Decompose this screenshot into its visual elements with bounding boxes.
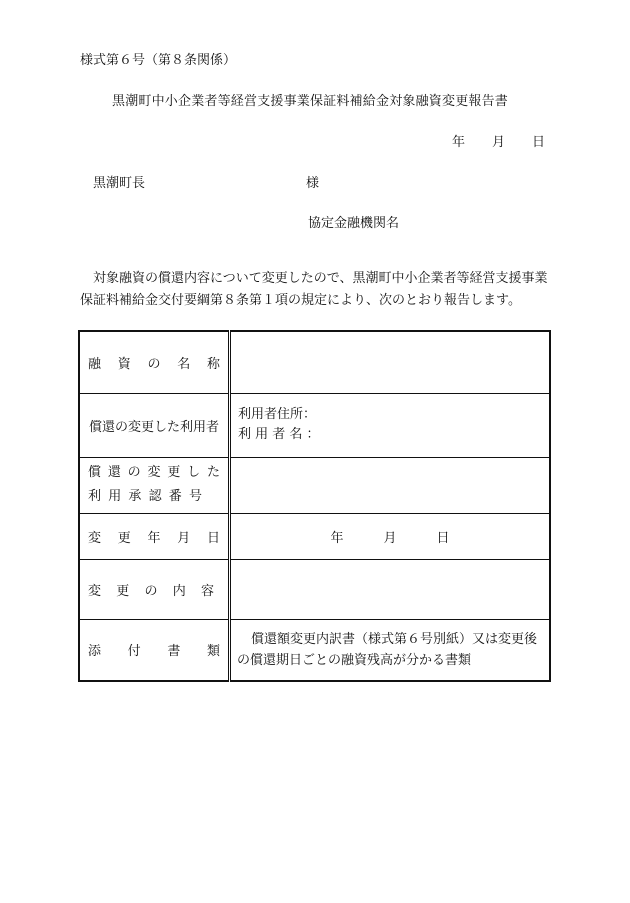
form-number: 様式第６号（第８条関係） (80, 53, 237, 68)
user-name-label: 利 用 者 名 ： (238, 427, 320, 442)
changed-user-label: 償還の変更した利用者 (88, 419, 219, 435)
attachments-text: 償還額変更内訳書（様式第６号別紙）又は変更後の償還期日ごとの融資残高が分かる書類 (237, 631, 538, 668)
changed-user-value[interactable] (230, 393, 551, 457)
addressee-mayor: 黒潮町長 (93, 176, 146, 191)
change-date-value[interactable] (230, 513, 551, 559)
loan-name-value[interactable] (230, 331, 551, 393)
row-loan-name (79, 331, 550, 393)
change-date-label: 変 更 年 月 日 (79, 513, 230, 559)
bank-name-label: 協定金融機関名 (308, 216, 400, 231)
user-address-label: 利用者住所： (238, 407, 317, 422)
row-change-content (79, 559, 550, 619)
change-year-label: 年 (330, 530, 344, 546)
attachments-label: 添 付 書 類 (79, 619, 230, 681)
row-changed-user (79, 393, 550, 457)
approval-number-label: 償 還 の 変 更 し た 利 用 承 認 番 号 (79, 457, 230, 513)
change-day-label: 日 (436, 530, 450, 546)
approval-number-value[interactable] (230, 457, 551, 513)
changed-user-label-cell (79, 393, 230, 457)
report-year-label: 年 (452, 135, 466, 150)
report-table (78, 330, 551, 682)
row-attachments (79, 619, 550, 681)
intro-paragraph: 対象融資の償還内容について変更したので、黒潮町中小企業者等経営支援事業保証料補給金交付要綱第８条第１項の規定により、次のとおり報告します。 (80, 271, 548, 308)
addressee-honorific: 様 (306, 176, 320, 191)
row-change-date (79, 513, 550, 559)
change-content-label: 変 更 の 内 容 (79, 559, 230, 619)
change-month-label: 月 (383, 530, 397, 546)
report-day-label: 日 (532, 135, 546, 150)
attachments-value (230, 619, 551, 681)
report-month-label: 月 (492, 135, 506, 150)
loan-name-label: 融 資 の 名 称 (79, 331, 230, 393)
row-approval-number (79, 457, 550, 513)
document-title: 黒潮町中小企業者等経営支援事業保証料補給金対象融資変更報告書 (112, 94, 509, 109)
change-content-value[interactable] (230, 559, 551, 619)
